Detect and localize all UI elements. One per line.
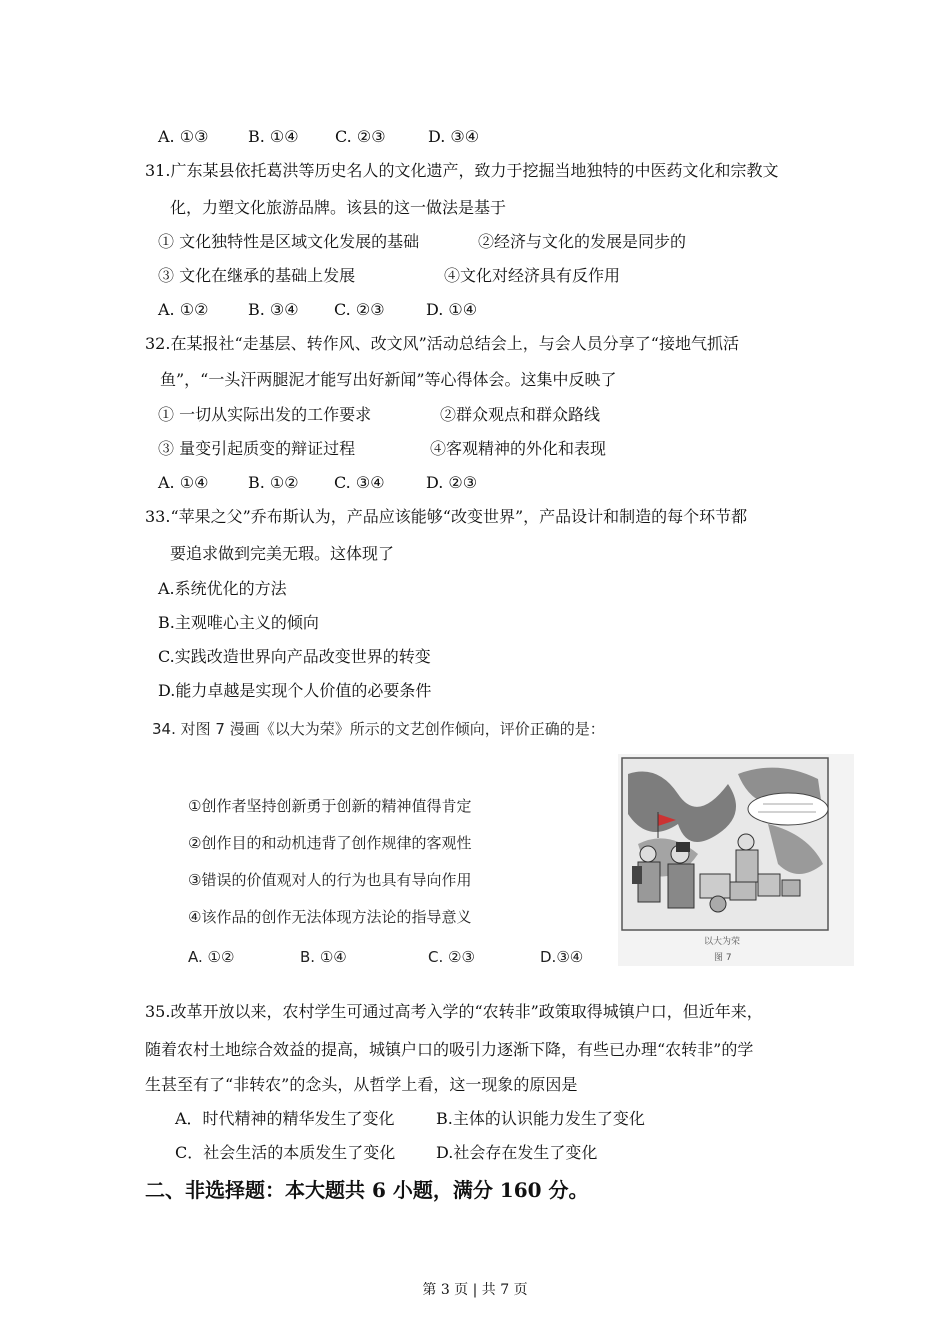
q35-stem-line3: 生甚至有了“非转农”的念头，从哲学上看，这一现象的原因是 [145, 1075, 578, 1094]
q34-item-1: ①创作者坚持创新勇于创新的精神值得肯定 [188, 797, 472, 815]
q30-option-d: D. ③④ [428, 127, 480, 146]
q31-option-c: C. ②③ [334, 300, 385, 319]
q30-options [158, 126, 479, 148]
q32-option-a: A. ①④ [158, 473, 209, 492]
q34-item-4: ④该作品的创作无法体现方法论的指导意义 [188, 908, 472, 926]
q34-item-3: ③错误的价值观对人的行为也具有导向作用 [188, 871, 472, 889]
q32-option-b: B. ①② [248, 473, 299, 492]
q32-item-1: ① 一切从实际出发的工作要求 [158, 405, 372, 424]
q31-stem-line2: 化，力塑文化旅游品牌。该县的这一做法是基于 [170, 198, 507, 217]
q32-option-d: D. ②③ [426, 473, 478, 492]
q34-item-2: ②创作目的和动机违背了创作规律的客观性 [188, 834, 472, 852]
q34-option-b: B. ①④ [300, 948, 347, 966]
cartoon-fig-label: 图 7 [714, 953, 732, 963]
q35-option-a: A．时代精神的精华发生了变化 [175, 1109, 395, 1128]
q31-item-2: ②经济与文化的发展是同步的 [478, 232, 687, 251]
q35-stem-line2: 随着农村土地综合效益的提高，城镇户口的吸引力逐渐下降，有些已办理“农转非”的学 [145, 1040, 754, 1059]
q31-option-b: B. ③④ [248, 300, 299, 319]
q35-option-d: D.社会存在发生了变化 [436, 1143, 598, 1162]
q32-item-3: ③ 量变引起质变的辩证过程 [158, 439, 356, 458]
q30-option-c: C. ②③ [335, 127, 386, 146]
q30-option-a: A. ①③ [158, 127, 209, 146]
cartoon-caption: 以大为荣 [704, 937, 741, 947]
q34-stem: 34. 对图 7 漫画《以大为荣》所示的文艺创作倾向，评价正确的是： [152, 720, 605, 738]
q32-options [158, 472, 477, 494]
q33-stem-line2: 要追求做到完美无瑕。这体现了 [170, 544, 395, 563]
q32-option-c: C. ③④ [334, 473, 385, 492]
q35-option-b: B.主体的认识能力发生了变化 [436, 1109, 645, 1128]
q31-stem-line1: 31.广东某县依托葛洪等历史名人的文化遗产，致力于挖掘当地独特的中医药文化和宗教文 [145, 161, 779, 180]
q31-option-d: D. ①④ [426, 300, 478, 319]
q33-option-d: D.能力卓越是实现个人价值的必要条件 [158, 681, 432, 700]
q34-option-d: D.③④ [540, 948, 584, 966]
q33-option-c: C.实践改造世界向产品改变世界的转变 [158, 647, 431, 666]
section2-heading: 二、非选择题：本大题共 6 小题，满分 160 分。 [145, 1178, 589, 1202]
page-footer: 第 3 页 | 共 7 页 [422, 1282, 528, 1298]
q33-option-b: B.主观唯心主义的倾向 [158, 613, 319, 632]
q32-stem-line2: 鱼”，“一头汗两腿泥才能写出好新闻”等心得体会。这集中反映了 [160, 370, 617, 389]
q33-option-a: A.系统优化的方法 [158, 579, 287, 598]
q33-stem-line1: 33.“苹果之父”乔布斯认为，产品应该能够“改变世界”，产品设计和制造的每个环节都 [145, 507, 748, 526]
q34-option-a: A. ①② [188, 948, 235, 966]
q32-item-2: ②群众观点和群众路线 [440, 405, 601, 424]
q35-stem-line1: 35.改革开放以来，农村学生可通过高考入学的“农转非”政策取得城镇户口，但近年来， [145, 1002, 763, 1021]
q31-option-a: A. ①② [158, 300, 209, 319]
q32-item-4: ④客观精神的外化和表现 [430, 439, 607, 458]
cartoon-figure [618, 754, 854, 966]
q31-item-3: ③ 文化在继承的基础上发展 [158, 266, 356, 285]
q31-item-1: ① 文化独特性是区域文化发展的基础 [158, 232, 420, 251]
q35-option-c: C．社会生活的本质发生了变化 [175, 1143, 396, 1162]
q31-item-4: ④文化对经济具有反作用 [444, 266, 621, 285]
q32-stem-line1: 32.在某报社“走基层、转作风、改文风”活动总结会上，与会人员分享了“接地气抓活 [145, 334, 739, 353]
q34-option-c: C. ②③ [428, 948, 475, 966]
q31-options [158, 299, 477, 321]
q34-options [188, 946, 583, 968]
q30-option-b: B. ①④ [248, 127, 299, 146]
